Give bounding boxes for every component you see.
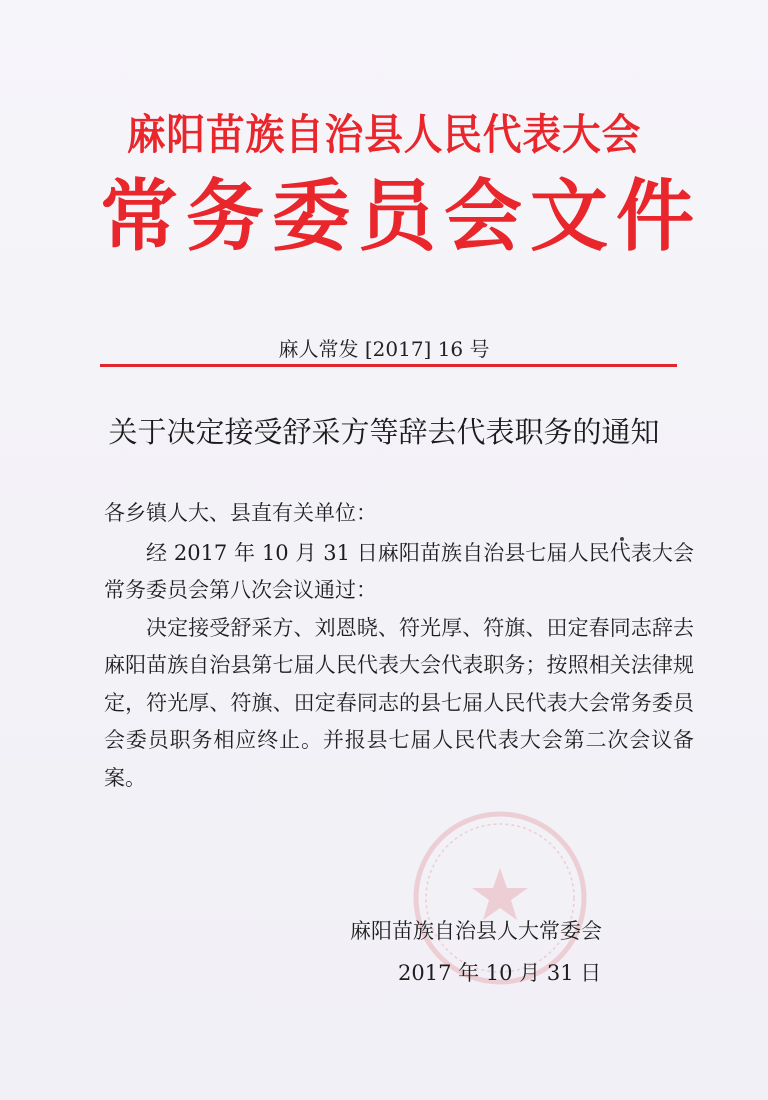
header-divider — [100, 364, 677, 367]
seal-star-icon — [472, 868, 528, 920]
document-number: 麻人常发 [2017] 16 号 — [278, 337, 490, 361]
signature-date: 2017 年 10 月 31 日 — [398, 961, 602, 985]
paper-speck — [620, 537, 624, 541]
org-name-header: 麻阳苗族自治县人民代表大会 — [126, 110, 642, 159]
paragraph-1: 经 2017 年 10 月 31 日麻阳苗族自治县七届人民代表大会常务委员会第八次会议通过： — [104, 540, 694, 602]
salutation: 各乡镇人大、县直有关单位： — [104, 501, 377, 525]
document-title: 关于决定接受舒采方等辞去代表职务的通知 — [108, 415, 660, 449]
document-body — [104, 495, 694, 797]
paragraph-2: 决定接受舒采方、刘恩晓、符光厚、符旗、田定春同志辞去麻阳苗族自治县第七届人民代表大会代表职务；按照相关法律规定，符光厚、符旗、田定春同志的县七届人民代表大会常务委员会委员职务相应终止。并报县七届人民代表大会第二次会议备案。 — [104, 615, 694, 790]
signature-org: 麻阳苗族自治县人大常委会 — [350, 919, 602, 943]
doc-type-header: 常务委员会文件 — [100, 171, 703, 262]
